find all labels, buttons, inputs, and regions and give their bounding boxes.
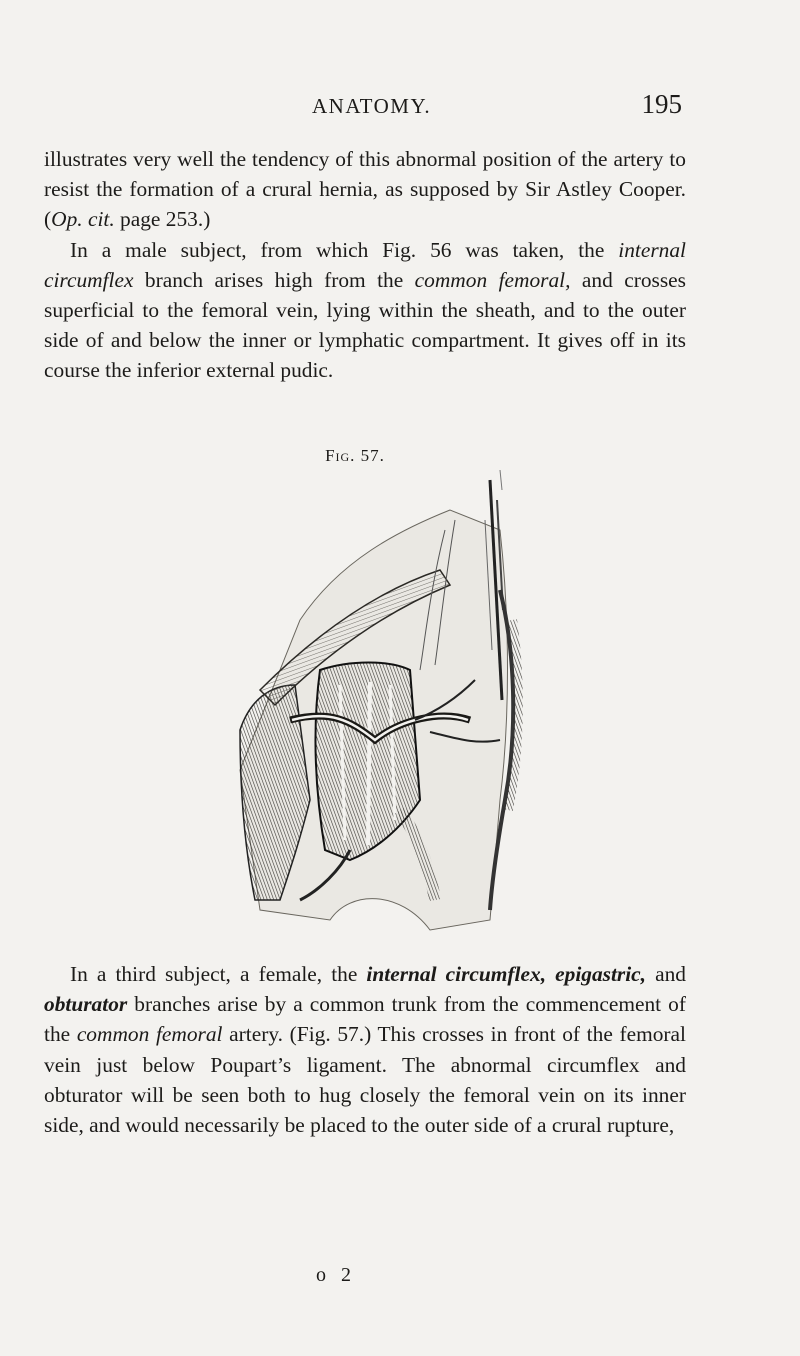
page-number: 195 — [641, 89, 682, 119]
anatomical-illustration — [200, 470, 540, 940]
citation-italic: Op. cit. — [51, 207, 115, 232]
upper-text-block — [44, 144, 686, 386]
term-common-femoral: common femoral, — [414, 267, 571, 292]
thigh-vessels-engraving — [200, 470, 540, 940]
term-obturator: obturator — [44, 992, 128, 1017]
term-common-femoral-2: common femoral — [76, 1022, 223, 1047]
printer-signature: o 2 — [316, 1264, 356, 1286]
lower-text-block — [44, 959, 686, 1140]
paragraph-female-subject: In a third subject, a female, the internal circumflex, epigastric, and obturator branches arise by a common trunk from the commencement of the common femoral artery. (Fig. 57.) This crosses in front of the femoral vein just below Poupart’s ligament. The abnormal circumflex and obturator will be seen both to hug closely the femoral vein on its inner side, and would necessarily be placed to the outer side of a crural rupture, — [44, 962, 687, 1138]
running-title: ANATOMY. — [312, 94, 432, 118]
paragraph-male-subject: In a male subject, from which Fig. 56 was taken, the internal circumflex branch arises high from the common femoral, and crosses superficial to the femoral vein, lying within the sheath, and to the outer side of and below the inner or lymphatic compartment. It gives off in its course the inferior external pudic. — [44, 237, 686, 383]
paragraph-continued: illustrates very well the tendency of this abnormal position of the artery to resist the formation of a crural hernia, as supposed by Sir Astley Cooper. (Op. cit. page 253.) — [44, 147, 686, 232]
running-head — [312, 89, 682, 122]
term-internal-circumflex: internal circumflex — [44, 237, 686, 292]
term-circumflex-epigastric: internal circumflex, epigastric, — [366, 962, 647, 986]
figure-caption: Fig. 57. — [325, 446, 385, 465]
